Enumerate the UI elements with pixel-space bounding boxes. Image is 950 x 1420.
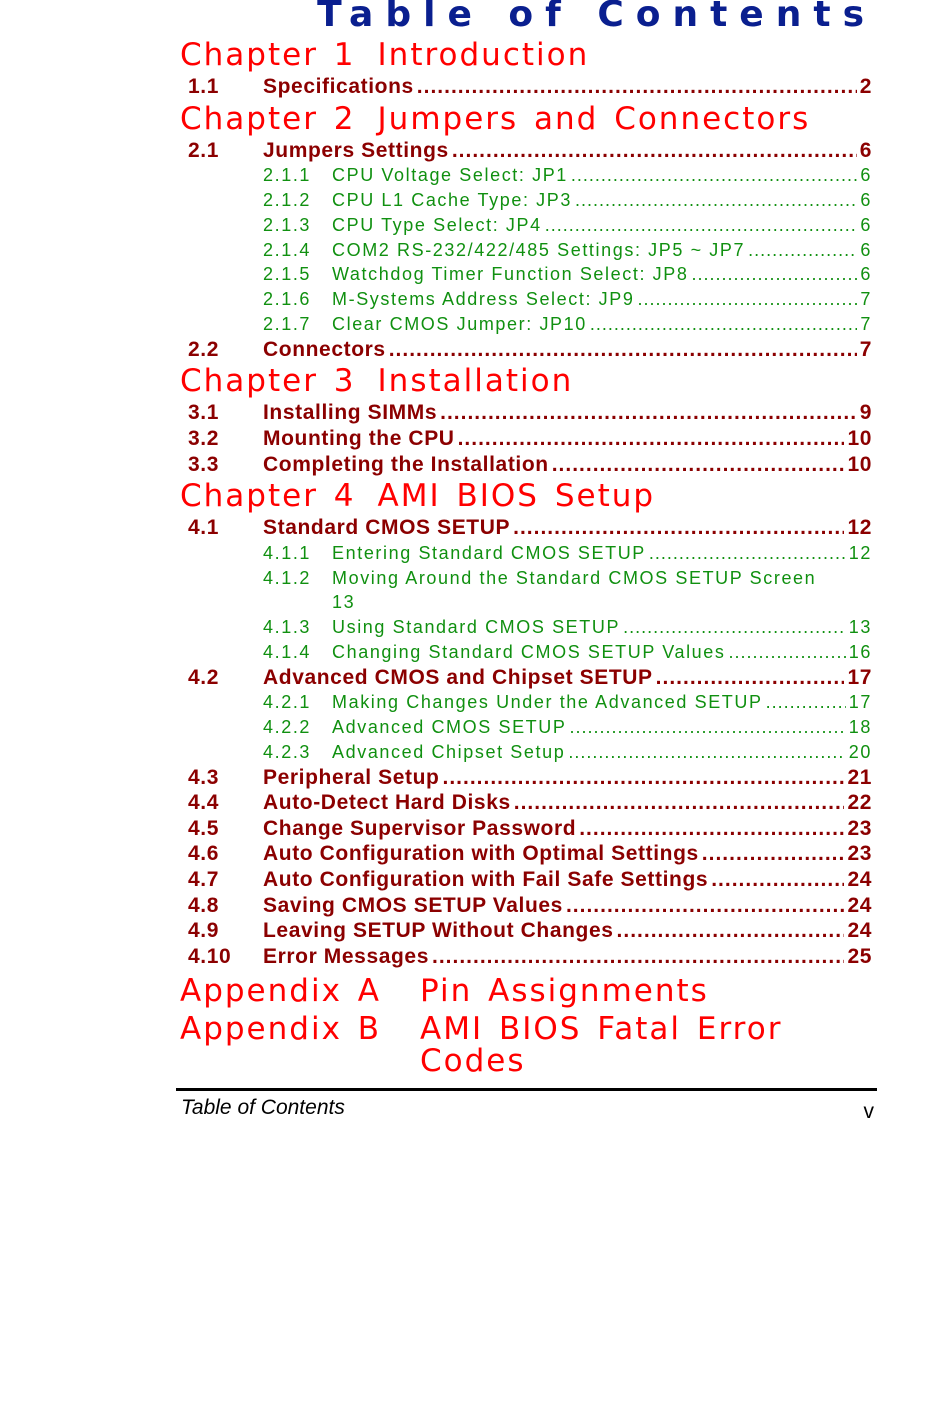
- appendix-title: Pin Assignments: [420, 973, 709, 1010]
- toc-entry-3-3[interactable]: [180, 452, 872, 478]
- chapter-title: Jumpers and Connectors: [377, 100, 811, 137]
- dot-leader: [440, 400, 857, 426]
- section-title: CPU Voltage Select: JP1: [332, 165, 568, 186]
- toc-entry-4-1-4[interactable]: [180, 640, 872, 665]
- appendix-heading-b[interactable]: [180, 1011, 872, 1080]
- page-number: 24: [847, 919, 872, 943]
- page-number: 7: [860, 289, 872, 310]
- dot-leader: [691, 262, 857, 287]
- section-title: Saving CMOS SETUP Values: [263, 893, 563, 917]
- section-title: Clear CMOS Jumper: JP10: [332, 313, 587, 334]
- page-number: 23: [847, 842, 872, 866]
- section-title: Moving Around the Standard CMOS SETUP Screen: [332, 567, 817, 588]
- page-number: 2: [859, 75, 872, 98]
- section-number: 4.2.1: [263, 692, 312, 713]
- section-title: Peripheral Setup: [263, 765, 440, 789]
- toc-entry-4-2-3[interactable]: [180, 740, 872, 765]
- chapter-label: Chapter 2: [180, 100, 356, 137]
- page-number: 6: [860, 214, 872, 235]
- chapter-title: AMI BIOS Setup: [377, 478, 656, 515]
- page-number: 12: [848, 542, 872, 563]
- section-number: 2.1.4: [263, 239, 312, 260]
- chapter-label: Chapter 1: [180, 37, 356, 73]
- toc-entry-2-1-4[interactable]: [180, 238, 872, 263]
- toc-entry-4-1[interactable]: [180, 515, 872, 541]
- section-title: Change Supervisor Password: [263, 816, 577, 840]
- section-title: Using Standard CMOS SETUP: [332, 617, 621, 638]
- section-title: Auto-Detect Hard Disks: [263, 791, 511, 815]
- toc-entry-3-2[interactable]: [180, 426, 872, 452]
- toc-entry-3-1[interactable]: [180, 400, 872, 426]
- section-number: 2.1: [188, 138, 219, 162]
- chapter-heading-2[interactable]: [180, 100, 872, 138]
- section-number: 3.3: [188, 452, 219, 476]
- section-number: 4.1.4: [263, 641, 312, 662]
- toc-entry-4-2[interactable]: [180, 665, 872, 691]
- toc-entry-4-1-2[interactable]: [180, 566, 872, 616]
- page-number: 23: [847, 816, 872, 840]
- dot-leader: [432, 944, 844, 970]
- page-title: Table of Contents: [317, 0, 876, 35]
- section-number: 2.1.7: [263, 313, 312, 334]
- section-number: 4.6: [188, 842, 219, 866]
- page-number: 10: [847, 452, 872, 476]
- section-number: 2.1.6: [263, 289, 312, 310]
- section-number: 2.1.1: [263, 165, 312, 186]
- page-number: 18: [848, 717, 872, 738]
- section-number: 4.5: [188, 816, 219, 840]
- section-title: Changing Standard CMOS SETUP Values: [332, 641, 726, 662]
- dot-leader: [571, 163, 857, 188]
- footer-divider: [176, 1088, 877, 1091]
- dot-leader: [748, 238, 857, 263]
- toc-entry-4-2-1[interactable]: [180, 690, 872, 715]
- toc-entry-2-1-1[interactable]: [180, 163, 872, 188]
- toc-entry-4-1-1[interactable]: [180, 541, 872, 566]
- section-title: Connectors: [263, 337, 386, 361]
- section-title: Installing SIMMs: [263, 401, 438, 425]
- page-number: 17: [848, 692, 872, 713]
- dot-leader: [514, 790, 845, 816]
- section-title: Leaving SETUP Without Changes: [263, 919, 614, 943]
- page-number: 10: [847, 426, 872, 450]
- section-title: CPU Type Select: JP4: [332, 214, 542, 235]
- page-number: 9: [859, 401, 872, 425]
- page-number: 24: [847, 893, 872, 917]
- page-number: 6: [860, 264, 872, 285]
- page-number: 7: [859, 337, 872, 361]
- section-title: Advanced Chipset Setup: [332, 741, 566, 762]
- toc-entry-2-1-2[interactable]: [180, 188, 872, 213]
- footer-section-title: Table of Contents: [181, 1096, 345, 1119]
- section-title: Auto Configuration with Optimal Settings: [263, 842, 699, 866]
- page-number: 24: [847, 868, 872, 892]
- section-number: 2.2: [188, 337, 219, 361]
- table-of-contents: [180, 36, 872, 1080]
- dot-leader: [579, 816, 844, 842]
- chapter-heading-3[interactable]: [180, 362, 872, 400]
- chapter-label: Chapter 3: [180, 363, 356, 400]
- section-number: 4.1: [188, 516, 219, 540]
- toc-entry-2-1[interactable]: [180, 138, 872, 164]
- dot-leader: [638, 287, 858, 312]
- dot-leader: [552, 452, 845, 478]
- dot-leader: [442, 765, 844, 791]
- section-number: 2.1.5: [263, 264, 312, 285]
- section-number: 2.1.3: [263, 214, 312, 235]
- section-number: 4.2: [188, 665, 219, 689]
- dot-leader: [575, 188, 857, 213]
- chapter-label: Chapter 4: [180, 478, 356, 515]
- page-number: 21: [847, 765, 872, 789]
- toc-entry-1-1[interactable]: [180, 74, 872, 100]
- dot-leader: [617, 918, 845, 944]
- toc-entry-4-2-2[interactable]: [180, 715, 872, 740]
- toc-entry-4-8[interactable]: [180, 893, 872, 919]
- section-title: CPU L1 Cache Type: JP3: [332, 189, 572, 210]
- toc-entry-4-1-3[interactable]: [180, 615, 872, 640]
- dot-leader: [711, 867, 844, 893]
- appendix-title: AMI BIOS Fatal Error Codes: [420, 1011, 783, 1080]
- section-number: 2.1.2: [263, 189, 312, 210]
- section-title: Advanced CMOS and Chipset SETUP: [263, 665, 653, 689]
- toc-entry-2-1-5[interactable]: [180, 262, 872, 287]
- appendix-label: Appendix B: [180, 1011, 382, 1048]
- page-number: 7: [860, 313, 872, 334]
- toc-entry-2-1-3[interactable]: [180, 213, 872, 238]
- page-number: 16: [848, 641, 872, 662]
- dot-leader: [656, 665, 845, 691]
- page-number: 6: [860, 165, 872, 186]
- page-number: 17: [847, 665, 872, 689]
- section-number: 4.7: [188, 868, 219, 892]
- section-title: Completing the Installation: [263, 452, 549, 476]
- page-number: 25: [847, 944, 872, 968]
- page-number: 6: [859, 138, 872, 162]
- section-number: 4.2.2: [263, 717, 312, 738]
- footer-page-number: v: [863, 1100, 874, 1123]
- section-title: Entering Standard CMOS SETUP: [332, 542, 646, 563]
- dot-leader: [649, 541, 846, 566]
- dot-leader: [452, 138, 857, 164]
- page-number: 6: [860, 189, 872, 210]
- dot-leader: [590, 312, 858, 337]
- section-title: Mounting the CPU: [263, 426, 455, 450]
- section-title: Auto Configuration with Fail Safe Settings: [263, 868, 709, 892]
- section-title: Making Changes Under the Advanced SETUP: [332, 692, 763, 713]
- appendix-label: Appendix A: [180, 973, 381, 1010]
- dot-leader: [545, 213, 858, 238]
- toc-entry-4-9[interactable]: [180, 918, 872, 944]
- dot-leader: [569, 715, 845, 740]
- section-title: Error Messages: [263, 944, 429, 968]
- toc-entry-4-3[interactable]: [180, 765, 872, 791]
- page-number: 13: [848, 617, 872, 638]
- section-title: COM2 RS-232/422/485 Settings: JP5 ~ JP7: [332, 239, 746, 260]
- section-number: 3.2: [188, 426, 219, 450]
- section-number: 4.1.2: [263, 567, 312, 588]
- section-number: 4.3: [188, 765, 219, 789]
- toc-entry-4-10[interactable]: [180, 944, 872, 970]
- section-number: 1.1: [188, 75, 219, 98]
- chapter-heading-4[interactable]: [180, 477, 872, 515]
- toc-entry-4-7[interactable]: [180, 867, 872, 893]
- dot-leader: [417, 74, 857, 100]
- page-number: 12: [847, 516, 872, 540]
- toc-entry-2-1-7[interactable]: [180, 312, 872, 337]
- dot-leader: [566, 893, 844, 919]
- dot-leader: [623, 615, 846, 640]
- section-title: Standard CMOS SETUP: [263, 516, 511, 540]
- section-number: 4.9: [188, 919, 219, 943]
- section-title: Advanced CMOS SETUP: [332, 717, 567, 738]
- chapter-title: Introduction: [377, 37, 590, 73]
- section-number: 4.8: [188, 893, 219, 917]
- page-number: 6: [860, 239, 872, 260]
- chapter-heading-1[interactable]: [180, 36, 872, 74]
- dot-leader: [513, 515, 844, 541]
- chapter-title: Installation: [377, 363, 574, 400]
- section-title: Specifications: [263, 75, 414, 98]
- section-number: 4.10: [188, 944, 232, 968]
- toc-entry-2-1-6[interactable]: [180, 287, 872, 312]
- dot-leader: [729, 640, 846, 665]
- section-title: Jumpers Settings: [263, 138, 449, 162]
- section-number: 4.4: [188, 791, 219, 815]
- section-title: M-Systems Address Select: JP9: [332, 289, 635, 310]
- toc-entry-4-4[interactable]: [180, 790, 872, 816]
- appendix-heading-a[interactable]: [180, 973, 872, 1010]
- toc-entry-4-5[interactable]: [180, 816, 872, 842]
- dot-leader: [702, 841, 845, 867]
- section-number: 4.2.3: [263, 741, 312, 762]
- section-title: Watchdog Timer Function Select: JP8: [332, 264, 689, 285]
- page-number: 13: [332, 592, 356, 613]
- dot-leader: [389, 337, 857, 363]
- section-number: 4.1.1: [263, 542, 312, 563]
- page-number: 22: [847, 791, 872, 815]
- dot-leader: [766, 690, 846, 715]
- section-number: 4.1.3: [263, 617, 312, 638]
- dot-leader: [568, 740, 845, 765]
- page-number: 20: [848, 741, 872, 762]
- toc-entry-2-2[interactable]: [180, 337, 872, 363]
- section-number: 3.1: [188, 401, 219, 425]
- dot-leader: [458, 426, 845, 452]
- toc-entry-4-6[interactable]: [180, 841, 872, 867]
